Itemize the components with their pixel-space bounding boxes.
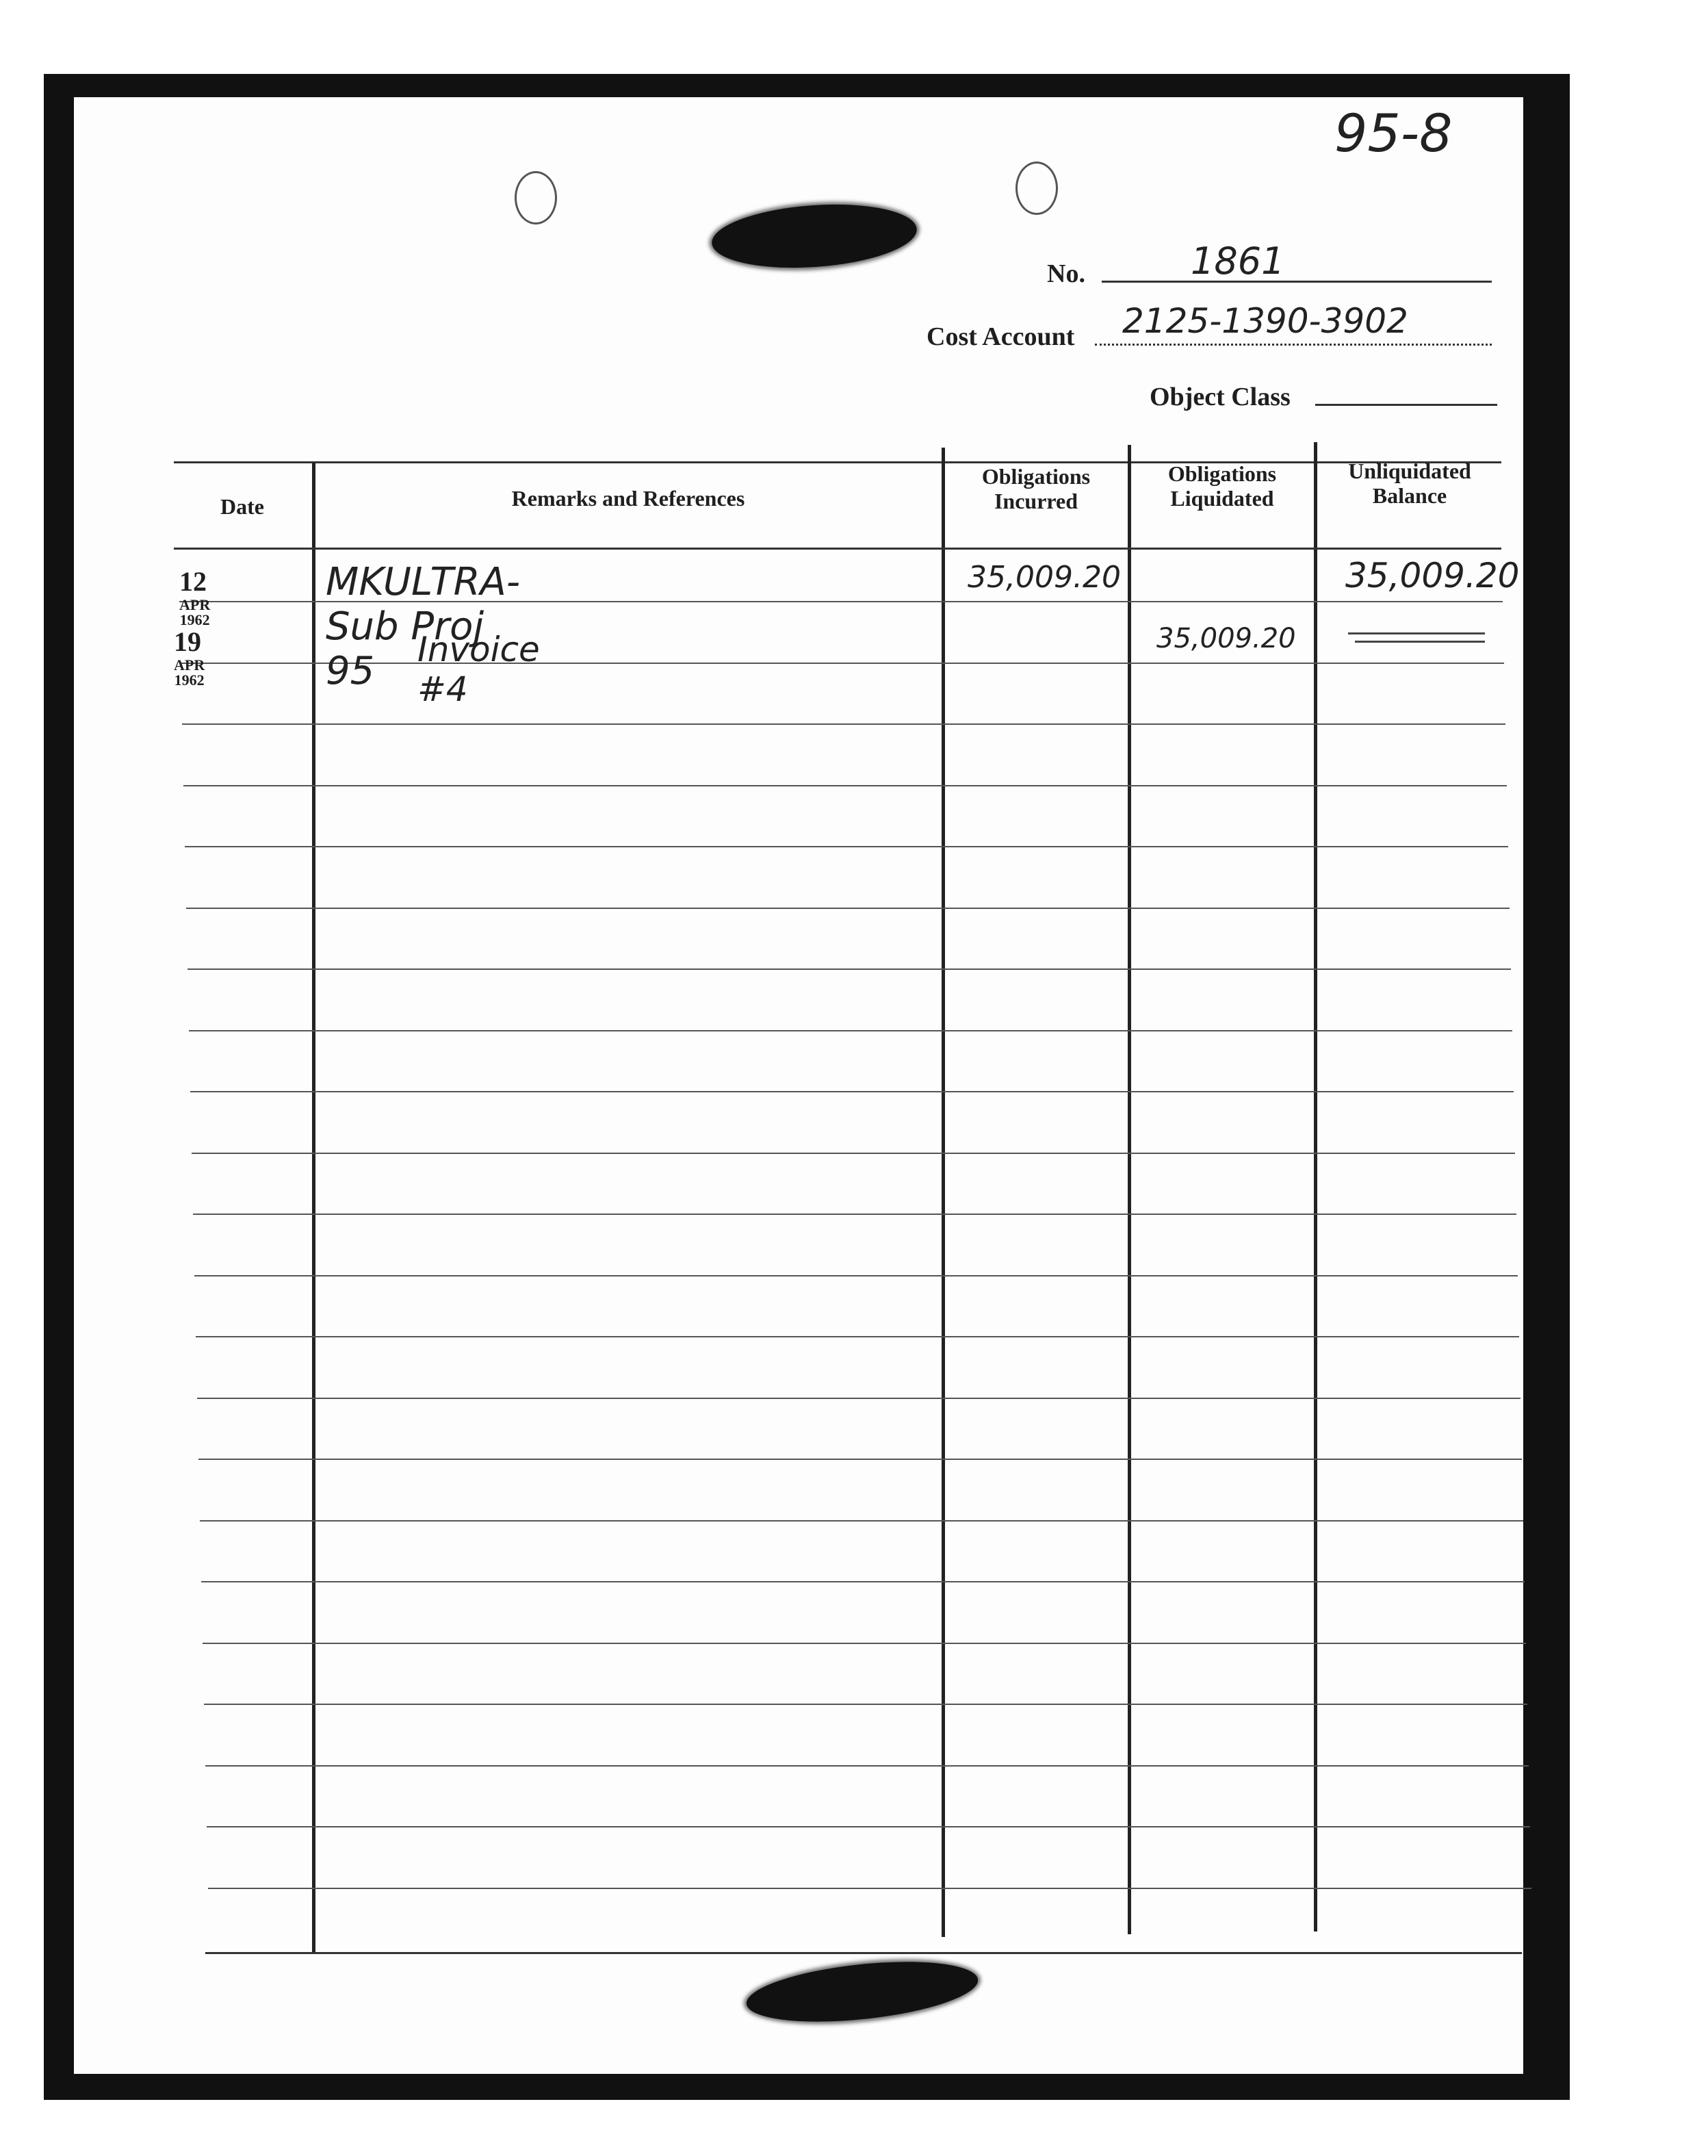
row-2-balance-dash-2 — [1355, 641, 1485, 643]
cost-account-line — [1095, 344, 1492, 346]
column-header-balance-line1: Unliquidated — [1348, 459, 1471, 483]
ledger-rule — [186, 908, 1510, 909]
no-label: No. — [1047, 259, 1085, 288]
column-divider-date — [312, 463, 315, 1952]
row-2-liquidated: 35,009.20 — [1156, 623, 1296, 654]
ledger-rule — [205, 1765, 1529, 1767]
ledger-rule — [203, 1643, 1526, 1644]
cost-account-value: 2125-1390-3902 — [1122, 301, 1408, 341]
file-reference: 95-8 — [1334, 103, 1453, 164]
column-header-remarks — [315, 486, 942, 511]
paper-sheet — [74, 97, 1523, 2074]
ledger-rule — [193, 1214, 1516, 1215]
ledger-rule — [185, 846, 1508, 847]
row-2-year: 1962 — [174, 671, 205, 689]
column-header-incurred — [944, 464, 1128, 513]
ledger-rule — [192, 1153, 1515, 1154]
column-header-liquidated — [1130, 461, 1314, 511]
scan-edge-right — [1523, 74, 1570, 2100]
column-header-remarks-text: Remarks and References — [511, 486, 745, 511]
ledger-rule — [183, 785, 1507, 786]
ledger-rule — [182, 723, 1505, 725]
ledger-rule — [200, 1520, 1523, 1522]
row-1-month: APR — [179, 596, 211, 613]
punch-hole-right — [1015, 162, 1058, 215]
ledger-rule — [198, 1459, 1522, 1460]
column-header-balance-line2: Balance — [1372, 483, 1447, 508]
ledger-rule — [208, 1888, 1531, 1889]
scan-edge-bottom — [44, 2074, 1570, 2100]
column-divider-liquidated — [1314, 442, 1317, 1932]
row-2-balance-dash — [1348, 632, 1485, 634]
scan-edge-left — [44, 74, 74, 2100]
ledger-rule — [197, 1398, 1521, 1399]
object-class-label: Object Class — [1150, 383, 1291, 411]
row-1-incurred: 35,009.20 — [968, 560, 1121, 595]
ledger-rule — [190, 1091, 1514, 1092]
ledger-rule — [201, 1581, 1525, 1582]
row-1-balance: 35,009.20 — [1345, 556, 1520, 595]
row-1-remarks: MKULTRA-Sub Proj 95 — [326, 560, 521, 693]
column-header-balance — [1318, 459, 1501, 508]
ledger-rule — [204, 1704, 1527, 1705]
ledger-bottom-rule — [205, 1952, 1522, 1954]
column-divider-incurred — [1128, 445, 1131, 1934]
row-2-remarks: Invoice #4 — [417, 630, 540, 709]
row-1-day: 12 — [179, 566, 207, 597]
ledger-rule — [196, 1336, 1519, 1337]
column-divider-remarks — [942, 448, 945, 1937]
no-line — [1102, 281, 1492, 283]
punch-hole-left — [515, 171, 557, 224]
column-header-liquidated-line1: Obligations — [1167, 461, 1277, 486]
ledger-rule — [187, 968, 1511, 970]
row-2-date — [174, 626, 205, 690]
row-1-date — [179, 565, 210, 630]
column-header-date — [174, 494, 311, 519]
column-header-incurred-line2: Incurred — [994, 489, 1078, 513]
ledger-rule — [194, 1275, 1518, 1276]
row-2-month: APR — [174, 656, 205, 673]
cost-account-label: Cost Account — [927, 322, 1075, 351]
ledger-rule — [189, 1030, 1512, 1031]
header-underline — [174, 548, 1501, 550]
no-value: 1861 — [1191, 240, 1285, 283]
row-2-day: 19 — [174, 626, 201, 657]
object-class-line — [1315, 404, 1497, 406]
column-header-liquidated-line2: Liquidated — [1170, 486, 1274, 511]
row-1-year: 1962 — [179, 611, 210, 628]
column-header-date-text: Date — [220, 494, 264, 519]
scan-edge-top — [44, 74, 1570, 97]
ledger-rule — [207, 1826, 1530, 1827]
column-header-incurred-line1: Obligations — [981, 464, 1091, 489]
